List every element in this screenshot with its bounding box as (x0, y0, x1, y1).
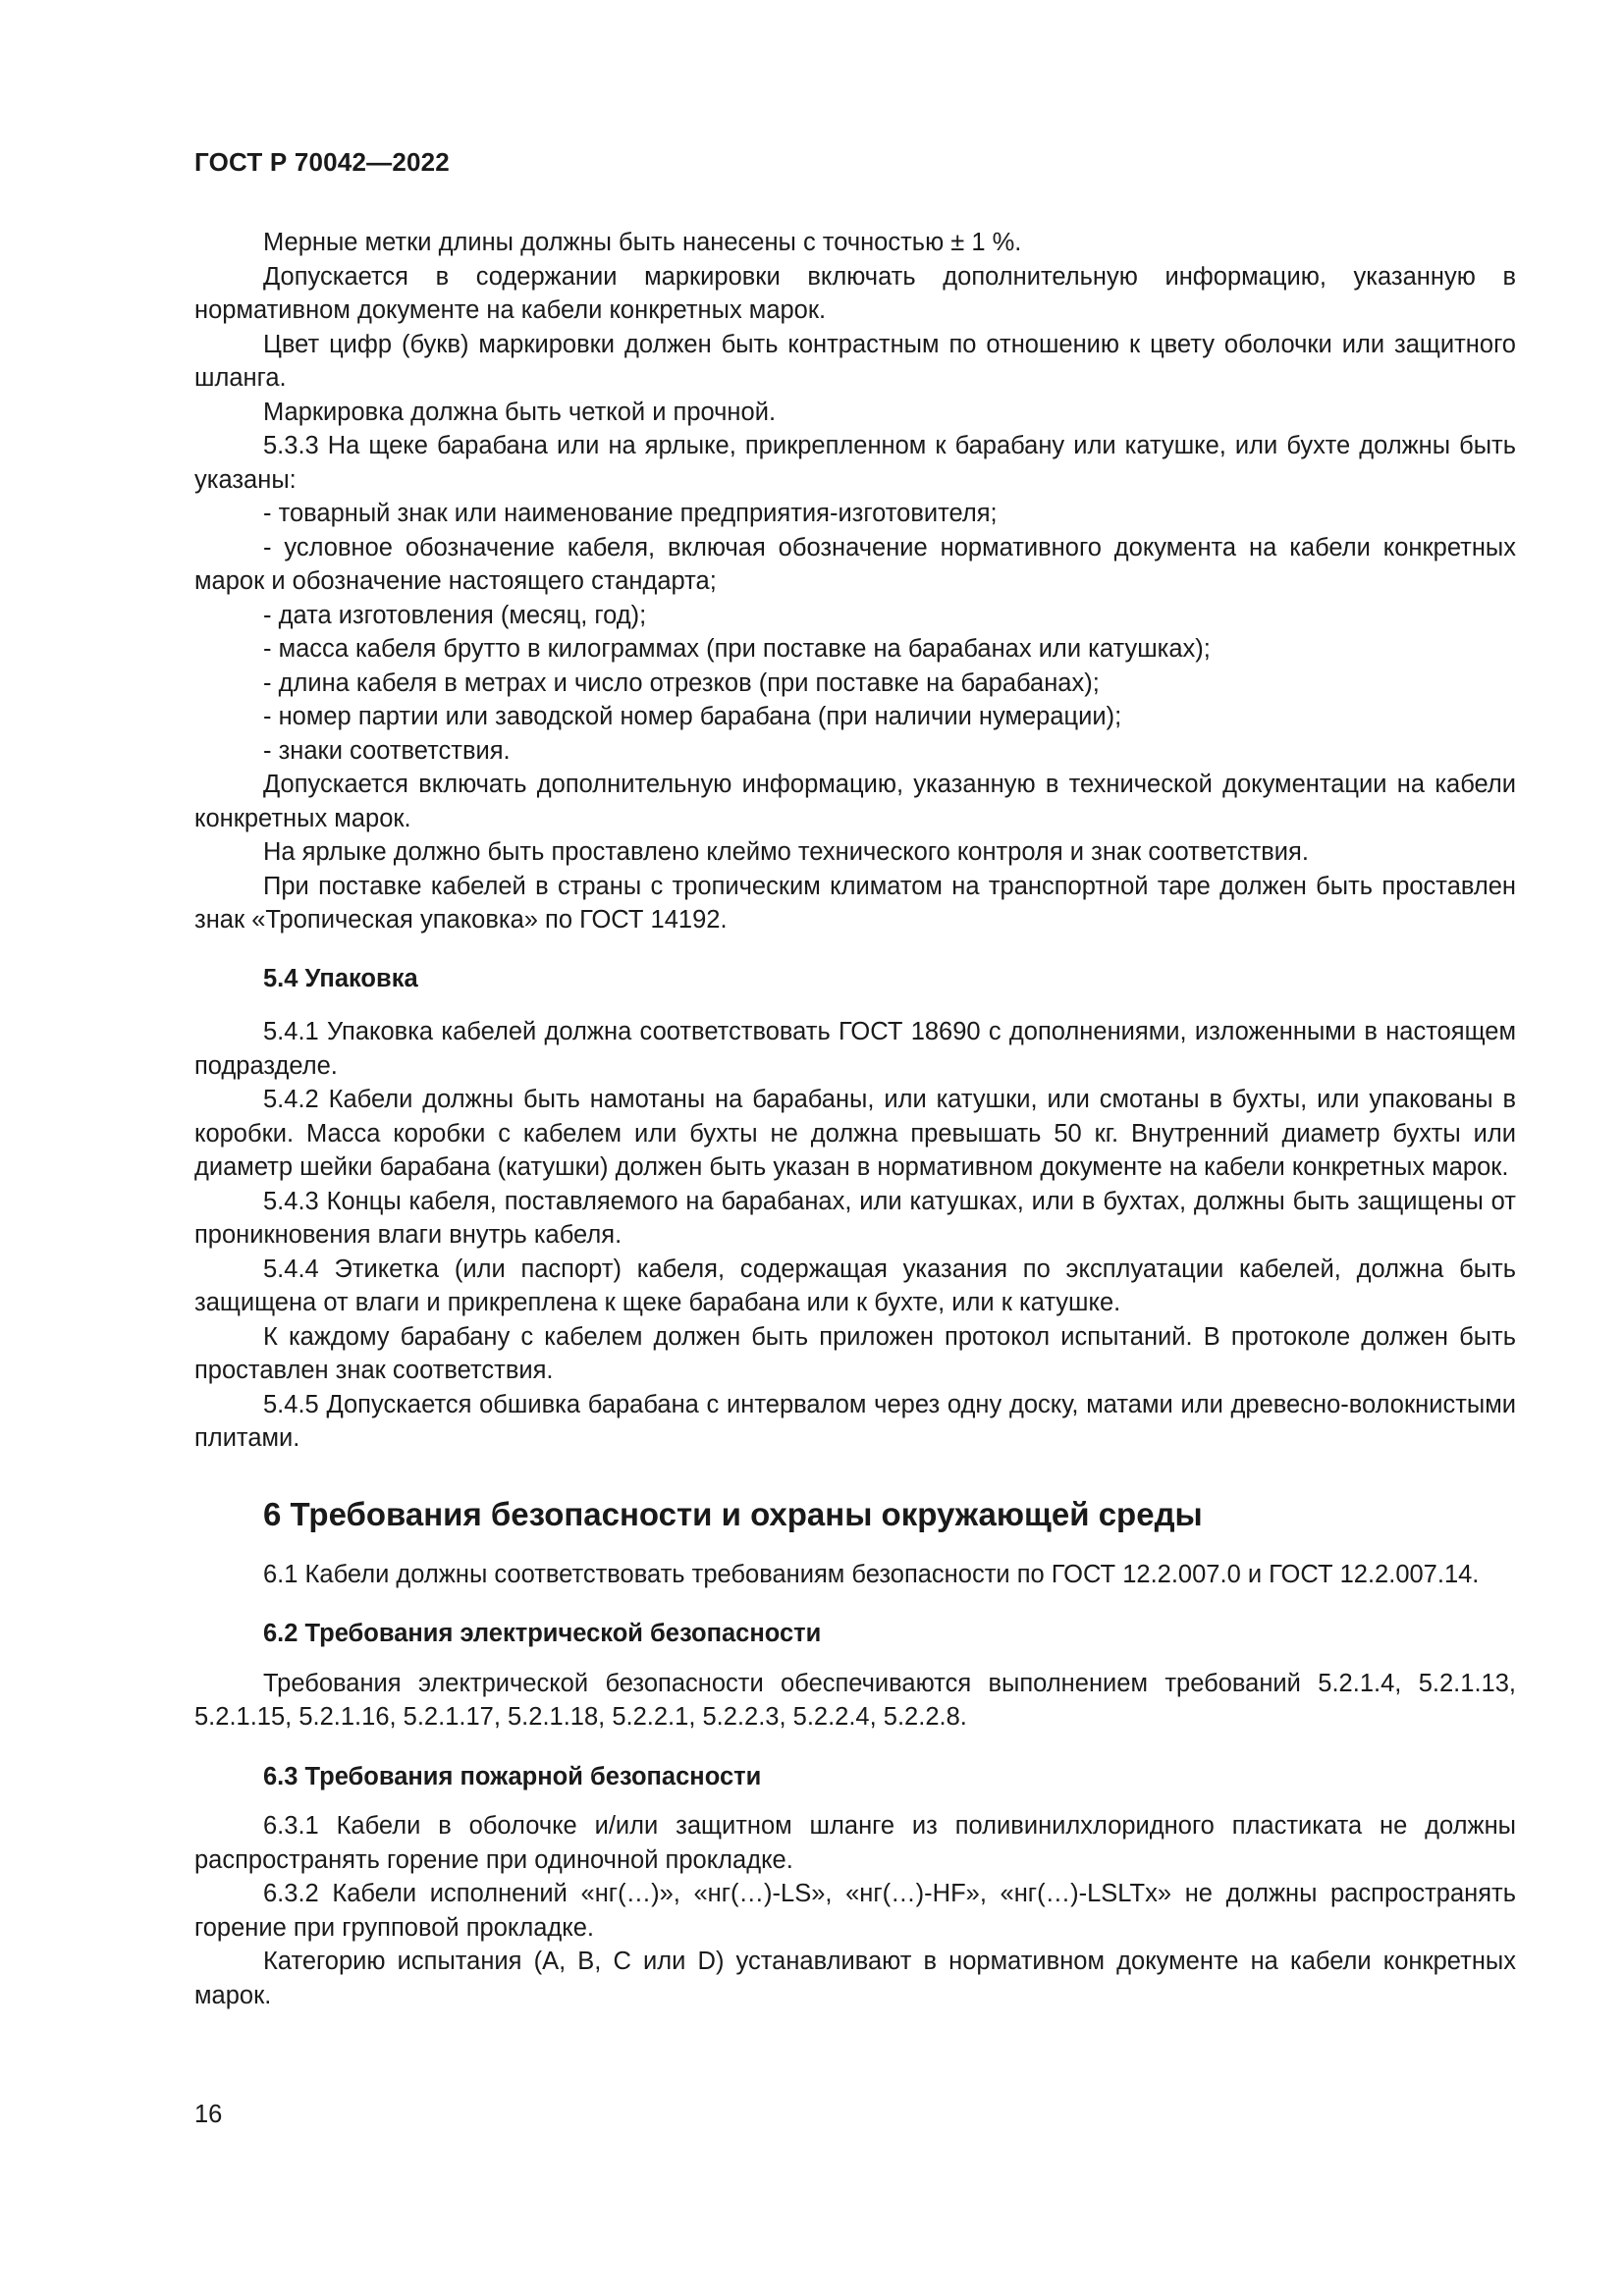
paragraph: Цвет цифр (букв) маркировки должен быть контрастным по отношению к цвету оболочки или защитного шланга. (194, 330, 1516, 392)
paragraph: На ярлыке должно быть проставлено клеймо технического контроля и знак соответствия. (263, 838, 1309, 866)
page-number: 16 (194, 2101, 223, 2128)
clause-5-4-3: 5.4.3 Концы кабеля, поставляемого на барабанах, или катушках, или в бухтах, должны быть защищены от проникновения влаги внутрь кабеля. (194, 1187, 1516, 1249)
paragraph: Мерные метки длины должны быть нанесены с точностью ± 1 %. (263, 229, 1022, 256)
paragraph: К каждому барабану с кабелем должен быть приложен протокол испытаний. В протоколе должен быть проставлен знак соответствия. (194, 1322, 1516, 1384)
paragraph: Категорию испытания (А, В, С или D) устанавливают в нормативном документе на кабели конкретных марок. (194, 1948, 1516, 2009)
page-body (194, 226, 1516, 2012)
list-item: - номер партии или заводской номер барабана (при наличии нумерации); (263, 703, 1122, 730)
list-item: - товарный знак или наименование предприятия-изготовителя; (263, 500, 998, 527)
paragraph: При поставке кабелей в страны с тропическим климатом на транспортной таре должен быть проставлен знак «Тропическая упаковка» по ГОСТ 14192. (194, 872, 1516, 934)
clause-5-4-4: 5.4.4 Этикетка (или паспорт) кабеля, содержащая указания по эксплуатации кабелей, должна быть защищена от влаги и прикреплена к щеке барабана или к бухте, или к катушке. (194, 1255, 1516, 1316)
marking-list (194, 497, 1516, 768)
clause-5-4-5: 5.4.5 Допускается обшивка барабана с интервалом через одну доску, матами или древесно-волокнистыми плитами. (194, 1390, 1516, 1452)
subsection-heading-6-2: 6.2 Требования электрической безопасности (263, 1620, 822, 1647)
paragraph: Допускается включать дополнительную информацию, указанную в технической документации на кабели конкретных марок. (194, 771, 1516, 832)
clause-5-4-2: 5.4.2 Кабели должны быть намотаны на барабаны, или катушки, или смотаны в бухты, или упакованы в коробки. Масса коробки с кабелем или бухты не должна превышать 50 кг. Внутренний диаметр бухты или диаметр шейки барабана (катушки) должен быть указан в нормативном документе на кабели конкретных марок. (194, 1086, 1516, 1181)
subsection-heading-5-4: 5.4 Упаковка (263, 964, 418, 992)
list-item: - дата изготовления (месяц, год); (263, 601, 647, 629)
list-item: - длина кабеля в метрах и число отрезков (при поставке на барабанах); (263, 668, 1100, 697)
paragraph: Допускается в содержании маркировки включать дополнительную информацию, указанную в нормативном документе на кабели конкретных марок. (194, 262, 1516, 324)
clause-6-3-2: 6.3.2 Кабели исполнений «нг(…)», «нг(…)-LS», «нг(…)-HF», «нг(…)-LSLTx» не должны распространять горение при групповой прокладке. (194, 1880, 1516, 1942)
clause-6-3-1: 6.3.1 Кабели в оболочке и/или защитном шланге из поливинилхлоридного пластиката не должны распространять горение при одиночной прокладке. (194, 1812, 1516, 1874)
clause-5-4-1: 5.4.1 Упаковка кабелей должна соответствовать ГОСТ 18690 с дополнениями, изложенными в настоящем подразделе. (194, 1018, 1516, 1080)
section-heading-6: 6 Требования безопасности и охраны окружающей среды (263, 1495, 1203, 1532)
paragraph: Маркировка должна быть четкой и прочной. (263, 398, 777, 426)
clause-6-1: 6.1 Кабели должны соответствовать требованиям безопасности по ГОСТ 12.2.007.0 и ГОСТ 12.2.007.14. (263, 1560, 1480, 1588)
list-item: - знаки соответствия. (263, 736, 511, 765)
subsection-heading-6-3: 6.3 Требования пожарной безопасности (263, 1762, 762, 1790)
list-item: - масса кабеля брутто в килограммах (при поставке на барабанах или катушках); (263, 635, 1211, 663)
clause-6-2: Требования электрической безопасности обеспечиваются выполнением требований 5.2.1.4, 5.2.1.13, 5.2.1.15, 5.2.1.16, 5.2.1.17, 5.2.1.18, 5.2.2.1, 5.2.2.3, 5.2.2.4, 5.2.2.8. (194, 1669, 1516, 1731)
clause-5-3-3: 5.3.3 На щеке барабана или на ярлыке, прикрепленном к барабану или катушке, или бухте должны быть указаны: (194, 432, 1516, 494)
document-code-header: ГОСТ Р 70042—2022 (194, 147, 450, 177)
list-item: - условное обозначение кабеля, включая обозначение нормативного документа на кабели конкретных марок и обозначение настоящего стандарта; (194, 533, 1516, 595)
